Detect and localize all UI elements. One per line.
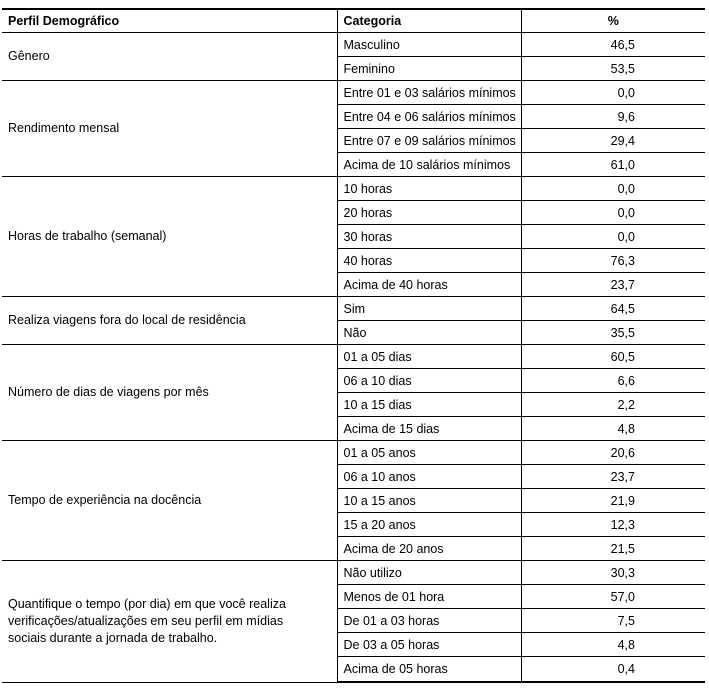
group-label: Gênero: [2, 33, 337, 81]
header-perfil: Perfil Demográfico: [2, 9, 337, 33]
percent-cell: 21,5: [521, 537, 705, 561]
group-label: Rendimento mensal: [2, 81, 337, 177]
percent-cell: 4,8: [521, 417, 705, 441]
percent-cell: 7,5: [521, 609, 705, 633]
percent-cell: 0,0: [521, 201, 705, 225]
table-row: [2, 177, 705, 201]
category-cell: Sim: [337, 297, 521, 321]
table-row: [2, 561, 705, 585]
category-cell: Acima de 40 horas: [337, 273, 521, 297]
percent-cell: 46,5: [521, 33, 705, 57]
percent-cell: 2,2: [521, 393, 705, 417]
category-cell: Feminino: [337, 57, 521, 81]
percent-cell: 35,5: [521, 321, 705, 345]
table-row: [2, 297, 705, 321]
category-cell: 10 a 15 anos: [337, 489, 521, 513]
table-body: [2, 33, 705, 683]
header-categoria: Categoria: [337, 9, 521, 33]
group-label: Número de dias de viagens por mês: [2, 345, 337, 441]
category-cell: 15 a 20 anos: [337, 513, 521, 537]
category-cell: Acima de 10 salários mínimos: [337, 153, 521, 177]
category-cell: 10 a 15 dias: [337, 393, 521, 417]
percent-cell: 64,5: [521, 297, 705, 321]
table-row: [2, 81, 705, 105]
group-label-line: sociais durante a jornada de trabalho.: [8, 630, 218, 645]
percent-cell: 0,0: [521, 177, 705, 201]
header-percent: %: [521, 9, 705, 33]
table-row: [2, 441, 705, 465]
percent-cell: 12,3: [521, 513, 705, 537]
percent-cell: 21,9: [521, 489, 705, 513]
category-cell: Acima de 05 horas: [337, 657, 521, 683]
percent-cell: 61,0: [521, 153, 705, 177]
category-cell: De 01 a 03 horas: [337, 609, 521, 633]
percent-cell: 0,0: [521, 81, 705, 105]
category-cell: De 03 a 05 horas: [337, 633, 521, 657]
category-cell: Menos de 01 hora: [337, 585, 521, 609]
group-label-line: Quantifique o tempo (por dia) em que você realiza: [8, 596, 286, 611]
percent-cell: 6,6: [521, 369, 705, 393]
category-cell: 01 a 05 anos: [337, 441, 521, 465]
group-label: [2, 561, 337, 683]
category-cell: Entre 04 e 06 salários mínimos: [337, 105, 521, 129]
category-cell: Acima de 20 anos: [337, 537, 521, 561]
percent-cell: 23,7: [521, 273, 705, 297]
category-cell: 40 horas: [337, 249, 521, 273]
group-label: Realiza viagens fora do local de residência: [2, 297, 337, 345]
percent-cell: 0,4: [521, 657, 705, 683]
percent-cell: 20,6: [521, 441, 705, 465]
percent-cell: 53,5: [521, 57, 705, 81]
percent-cell: 4,8: [521, 633, 705, 657]
percent-cell: 23,7: [521, 465, 705, 489]
category-cell: Entre 07 e 09 salários mínimos: [337, 129, 521, 153]
category-cell: Acima de 15 dias: [337, 417, 521, 441]
group-label-line: verificações/atualizações em seu perfil em mídias: [8, 613, 284, 628]
category-cell: 06 a 10 dias: [337, 369, 521, 393]
category-cell: 30 horas: [337, 225, 521, 249]
category-cell: Masculino: [337, 33, 521, 57]
percent-cell: 29,4: [521, 129, 705, 153]
table-row: [2, 33, 705, 57]
percent-cell: 30,3: [521, 561, 705, 585]
category-cell: Não: [337, 321, 521, 345]
group-label: Horas de trabalho (semanal): [2, 177, 337, 297]
category-cell: Entre 01 e 03 salários mínimos: [337, 81, 521, 105]
category-cell: 10 horas: [337, 177, 521, 201]
percent-cell: 57,0: [521, 585, 705, 609]
percent-cell: 60,5: [521, 345, 705, 369]
category-cell: 01 a 05 dias: [337, 345, 521, 369]
category-cell: 20 horas: [337, 201, 521, 225]
percent-cell: 9,6: [521, 105, 705, 129]
category-cell: 06 a 10 anos: [337, 465, 521, 489]
category-cell: Não utilizo: [337, 561, 521, 585]
table-row: [2, 345, 705, 369]
group-label: Tempo de experiência na docência: [2, 441, 337, 561]
percent-cell: 0,0: [521, 225, 705, 249]
percent-cell: 76,3: [521, 249, 705, 273]
table-header-row: [2, 9, 705, 33]
demographic-profile-table: [2, 8, 705, 683]
